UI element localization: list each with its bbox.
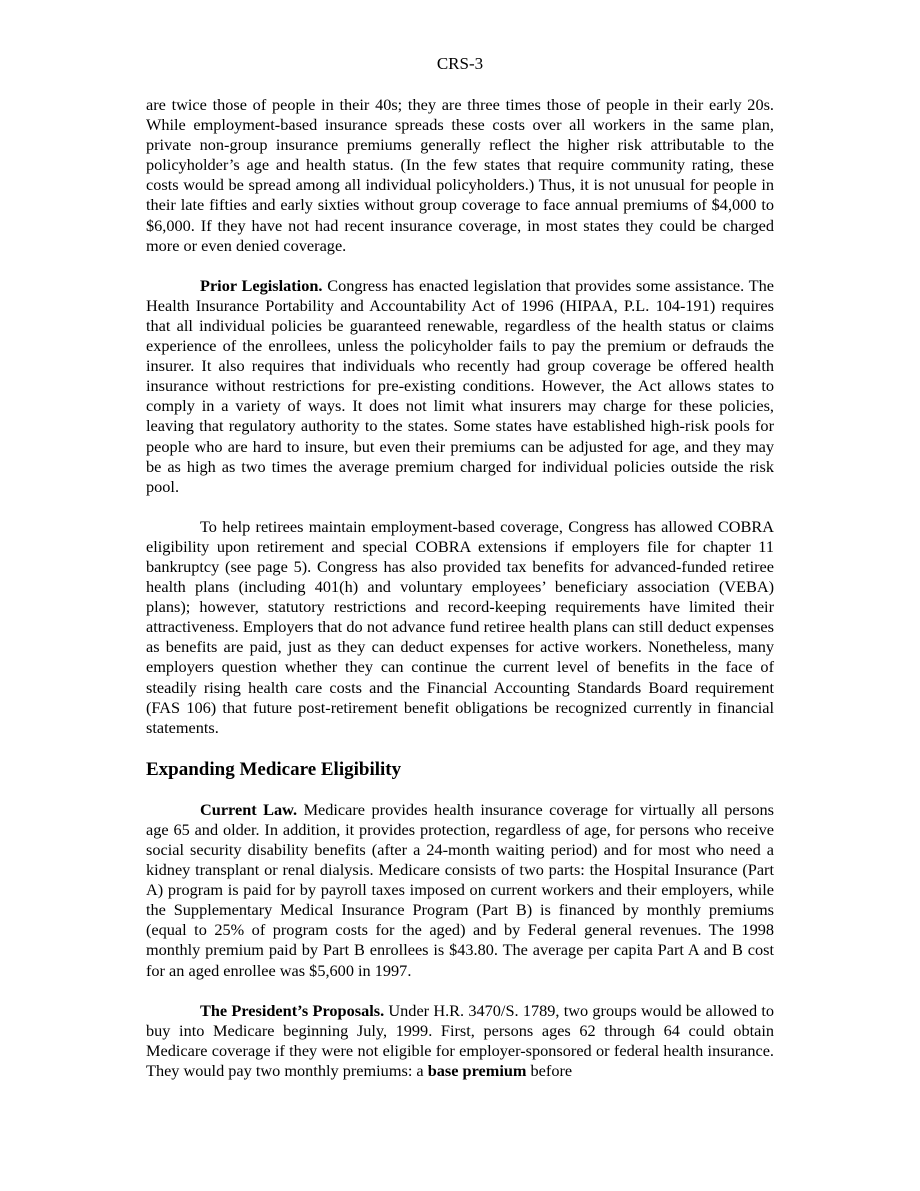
paragraph-text-tail: before: [526, 1060, 573, 1080]
paragraph-text: Congress has enacted legislation that provides some assistance. The Health Insurance Portability and Accountability Act of 1996 (HIPAA, P.L. 104-191) requires that all individual policies be guaranteed renewable, regardless of the health status or claims experience of the enrollees, unless the policyholder fails to pay the premium or defrauds the insurer. It also requires that individuals who recently had group coverage be offered health insurance without restrictions for pre-existing conditions. However, the Act allows states to comply in a variety of ways. It does not limit what insurers may charge for these policies, leaving that regulatory authority to the states. Some states have established high-risk pools for people who are hard to insure, but even their premiums can be adjusted for age, and they may be as high as two times the average premium charged for individual policies outside the risk pool.: [146, 275, 774, 496]
paragraph-cobra-retirees: To help retirees maintain employment-based coverage, Congress has allowed COBRA eligibility upon retirement and special COBRA extensions if employers file for chapter 11 bankruptcy (see page 5). Congress has also provided tax benefits for advanced-funded retiree health plans (including 401(h) and voluntary employees’ beneficiary association (VEBA) plans); however, statutory restrictions and record-keeping requirements have limited their attractiveness. Employers that do not advance fund retiree health plans can still deduct expenses as benefits are paid, just as they can deduct expenses for active workers. Nonetheless, many employers question whether they can continue the current level of benefits in the face of steadily rising health care costs and the Financial Accounting Standards Board requirement (FAS 106) that future post-retirement benefit obligations be recognized currently in financial statements.: [146, 516, 774, 737]
document-body: [146, 95, 774, 1101]
page-number-header: CRS-3: [436, 54, 484, 73]
run-in-heading-current-law: Current Law.: [200, 799, 298, 819]
paragraph-presidents-proposals: [146, 1001, 774, 1081]
run-in-heading-presidents-proposals: The President’s Proposals.: [200, 1000, 385, 1020]
paragraph-prior-legislation: [146, 276, 774, 497]
paragraph-premium-costs: are twice those of people in their 40s; they are three times those of people in their early 20s. While employment-based insurance spreads these costs over all workers in the same plan, private non-group insurance premiums generally reflect the higher risk attributable to the policyholder’s age and health status. (In the few states that require community rating, these costs would be spread among all individual policyholders.) Thus, it is not unusual for people in their late fifties and early sixties without group coverage to face annual premiums of $4,000 to $6,000. If they have not had recent insurance coverage, in most states they could be charged more or even denied coverage.: [146, 95, 774, 255]
section-heading-medicare-eligibility: Expanding Medicare Eligibility: [146, 758, 402, 780]
paragraph-text: Under H.R. 3470/S. 1789, two groups would be allowed to buy into Medicare beginning July, 1999. First, persons ages 62 through 64 could obtain Medicare coverage if they were not eligible for employer-sponsored or federal health insurance. They would pay two monthly premiums: a: [146, 1000, 774, 1080]
paragraph-current-law: [146, 800, 774, 981]
run-in-heading-prior-legislation: Prior Legislation.: [200, 275, 323, 295]
bold-term-base-premium: base premium: [427, 1060, 527, 1080]
paragraph-text: Medicare provides health insurance coverage for virtually all persons age 65 and older. In addition, it provides protection, regardless of age, for persons who receive social security disability benefits (after a 24-month waiting period) and for most who need a kidney transplant or renal dialysis. Medicare consists of two parts: the Hospital Insurance (Part A) program is paid for by payroll taxes imposed on current workers and their employers, while the Supplementary Medical Insurance Program (Part B) is financed by monthly premiums (equal to 25% of program costs for the aged) and by Federal general revenues. The 1998 monthly premium paid by Part B enrollees is $43.80. The average per capita Part A and B cost for an aged enrollee was $5,600 in 1997.: [146, 799, 774, 980]
